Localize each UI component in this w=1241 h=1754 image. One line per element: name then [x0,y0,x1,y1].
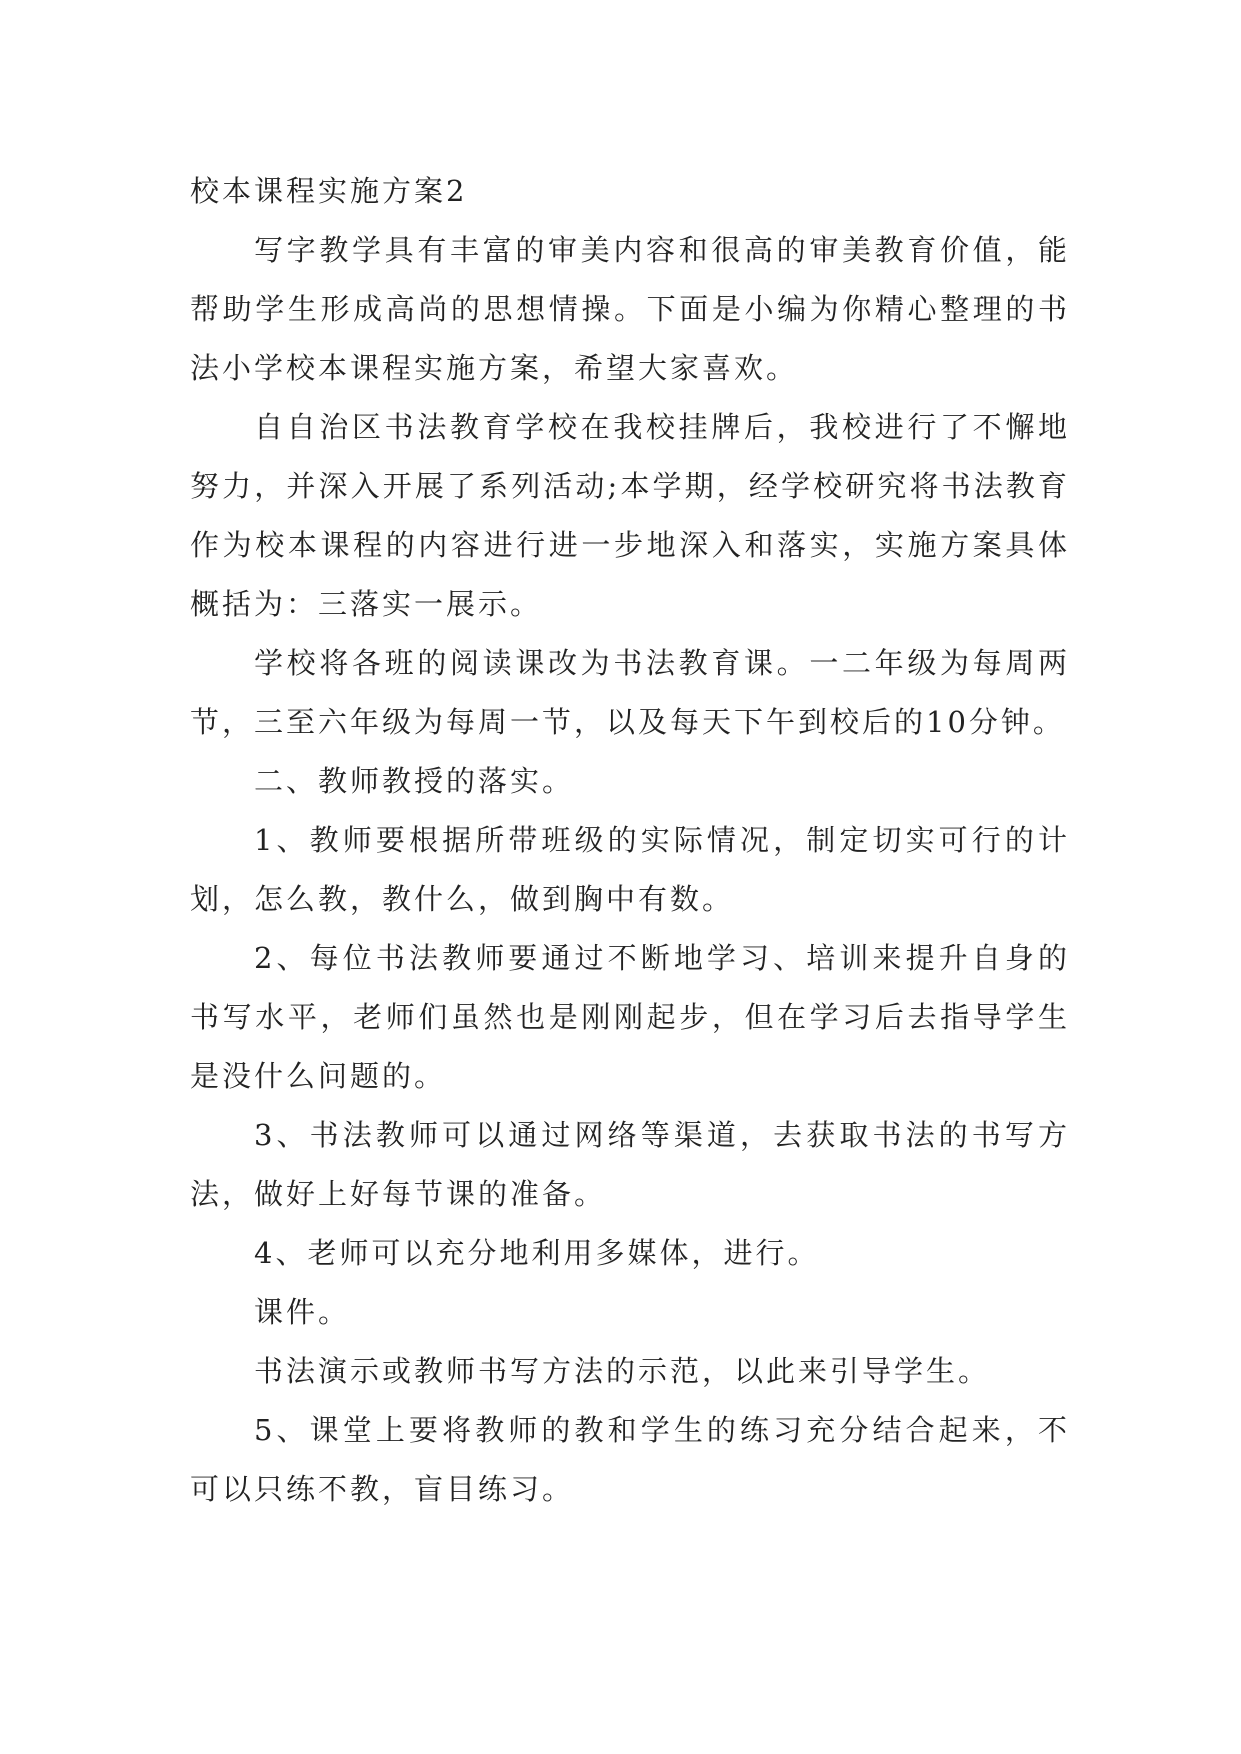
list-item-5: 5、课堂上要将教师的教和学生的练习充分结合起来，不可以只练不教，盲目练习。 [190,1413,1070,1506]
list-item-3: 3、书法教师可以通过网络等渠道，去获取书法的书写方法，做好上好每节课的准备。 [190,1118,1070,1211]
list-item-4-continued: 课件。 [254,1295,351,1329]
paragraph-background: 自自治区书法教育学校在我校挂牌后，我校进行了不懈地努力，并深入开展了系列活动;本学期，经学校研究将书法教育作为校本课程的内容进行进一步地深入和落实，实施方案具体概括为：三落实一展示。 [190,410,1070,621]
list-item-4: 4、老师可以充分地利用多媒体，进行。 [254,1236,820,1270]
section-heading-teacher: 二、教师教授的落实。 [254,764,575,798]
document-body [190,162,1070,1519]
list-item-2: 2、每位书法教师要通过不断地学习、培训来提升自身的书写水平，老师们虽然也是刚刚起步，但在学习后去指导学生是没什么问题的。 [190,941,1070,1093]
list-item-4-detail: 书法演示或教师书写方法的示范，以此来引导学生。 [254,1354,991,1388]
paragraph-class-schedule: 学校将各班的阅读课改为书法教育课。一二年级为每周两节，三至六年级为每周一节，以及每天下午到校后的10分钟。 [190,646,1070,739]
list-item-1: 1、教师要根据所带班级的实际情况，制定切实可行的计划，怎么教，教什么，做到胸中有数。 [190,823,1070,916]
paragraph-intro: 写字教学具有丰富的审美内容和很高的审美教育价值，能帮助学生形成高尚的思想情操。下面是小编为你精心整理的书法小学校本课程实施方案，希望大家喜欢。 [190,233,1070,385]
document-title: 校本课程实施方案2 [190,174,468,208]
